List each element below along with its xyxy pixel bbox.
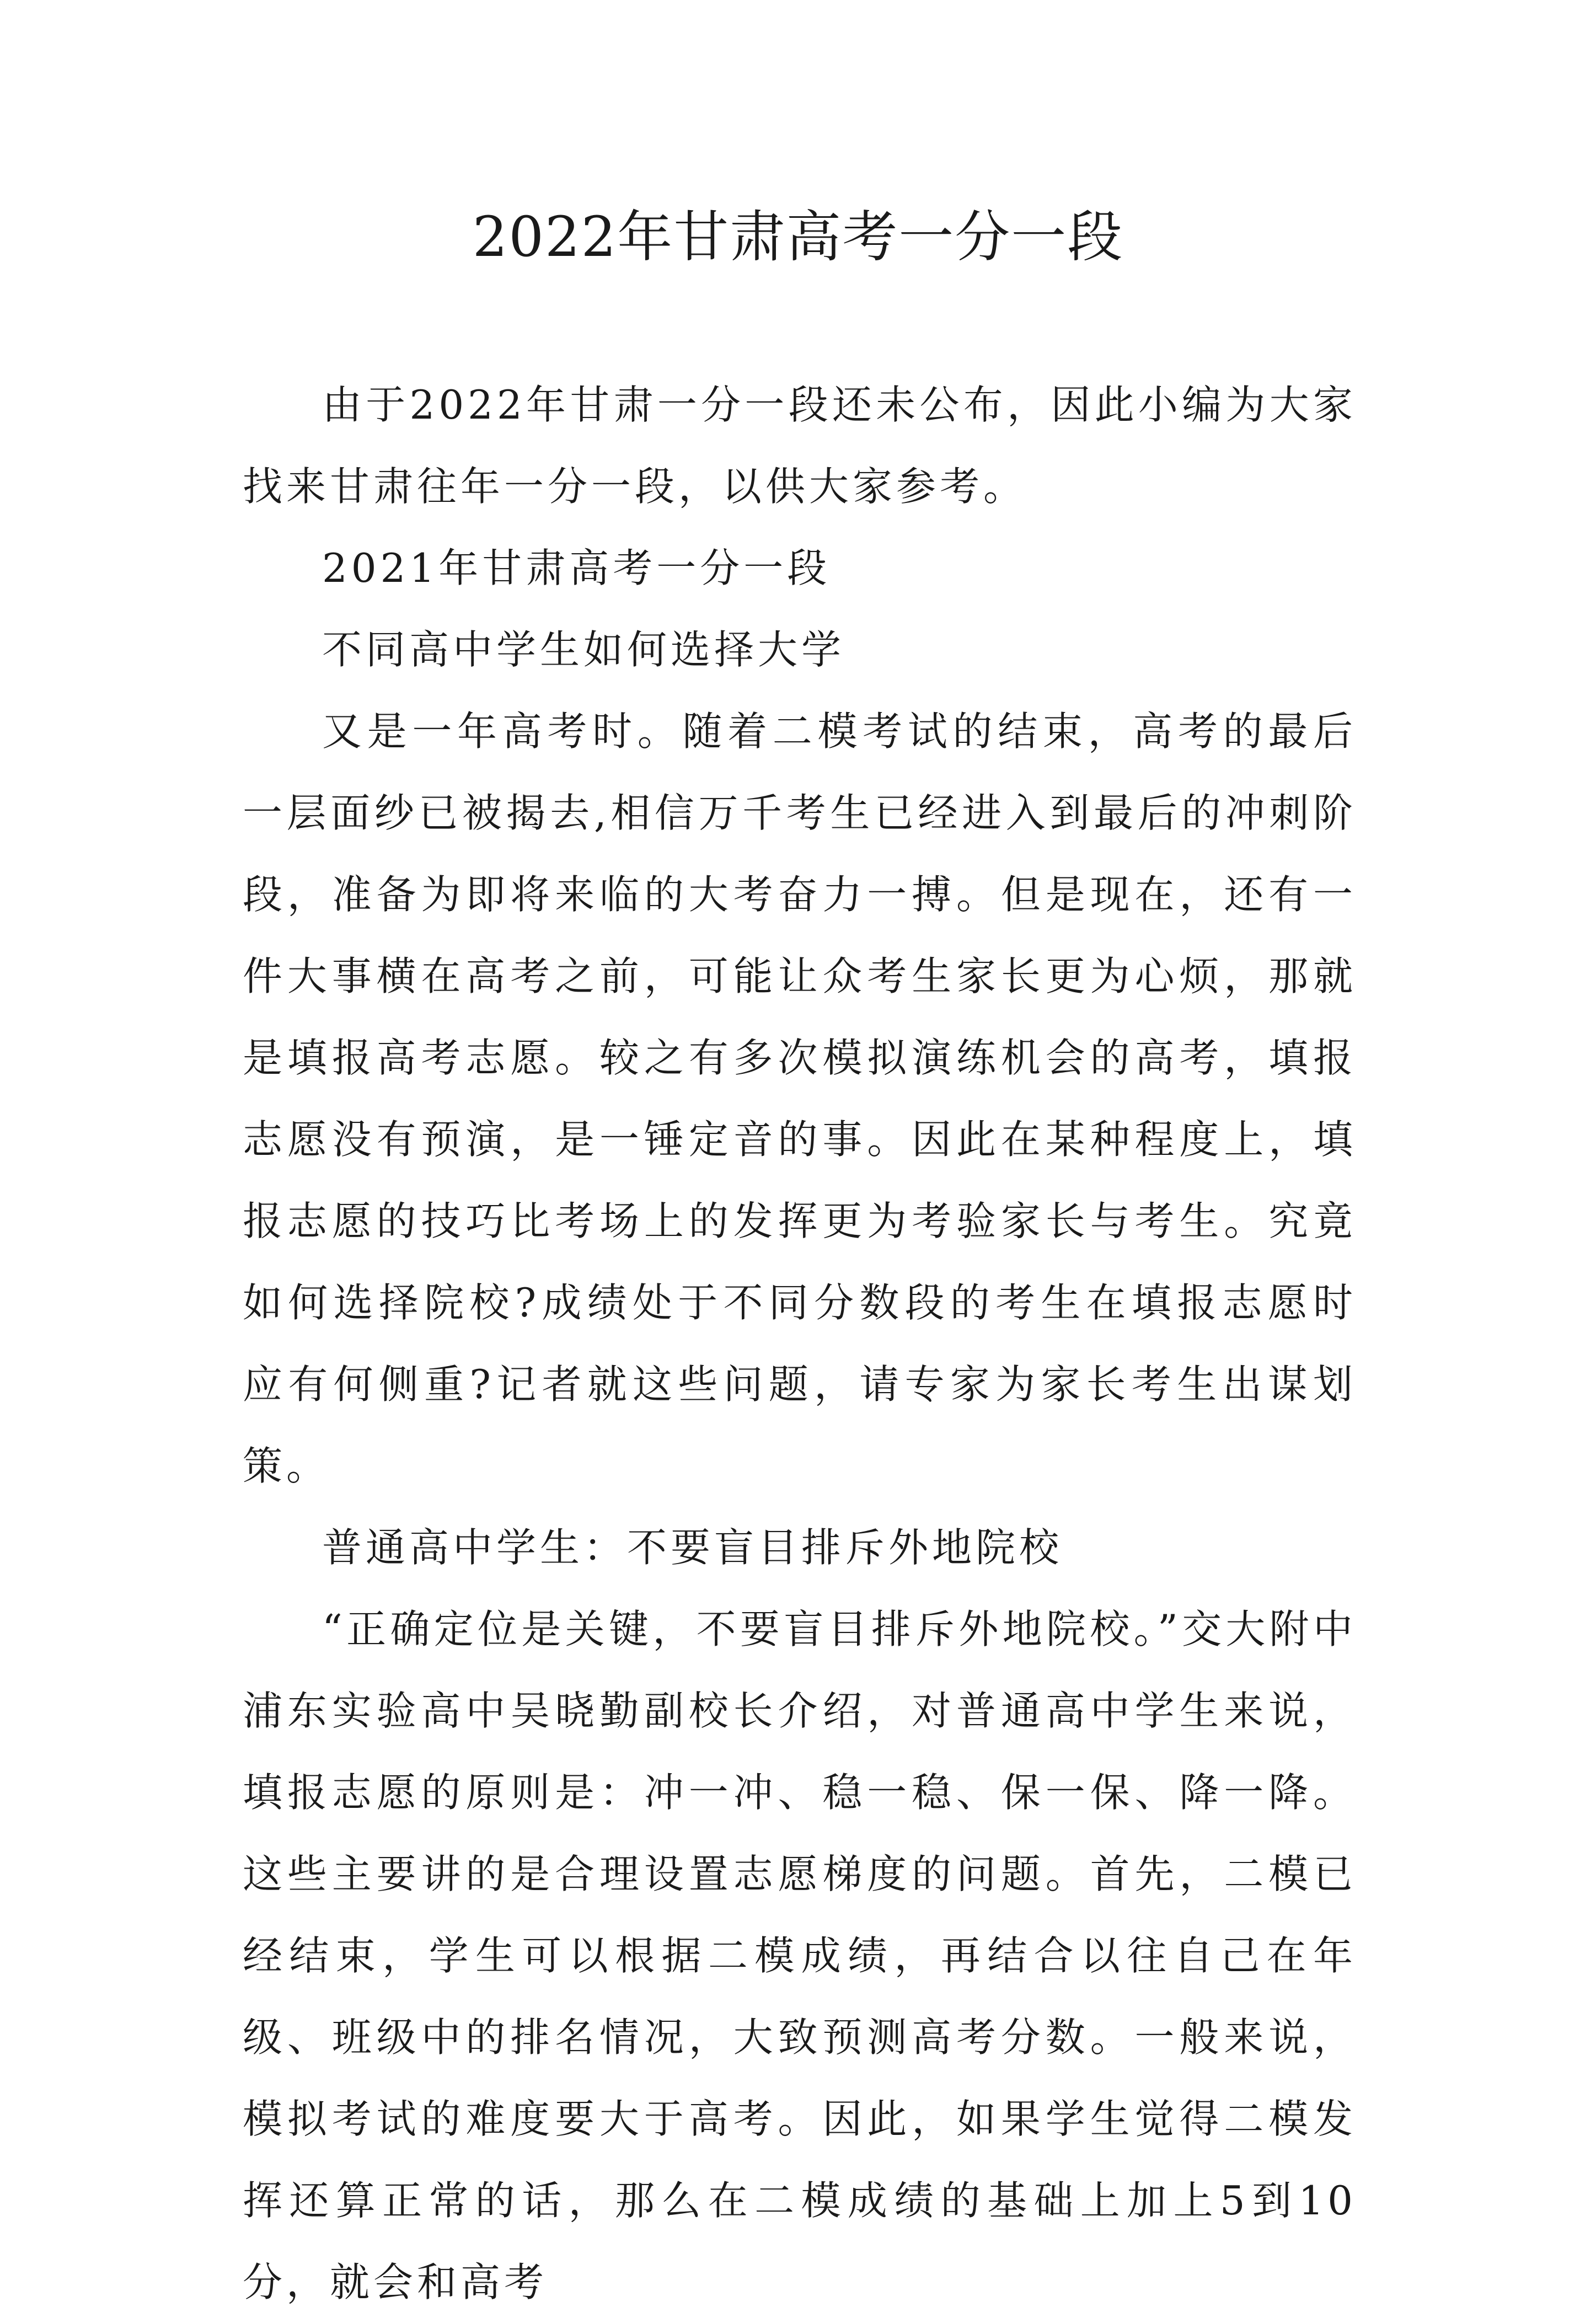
paragraph-subheading-choose-university: 不同高中学生如何选择大学 — [322, 627, 845, 673]
paragraph-exam-season: 又是一年高考时。随着二模考试的结束，高考的最后一层面纱已被揭去,相信万千考生已经进入到最后的冲刺阶段，准备为即将来临的大考奋力一搏。但是现在，还有一件大事横在高考之前，可能让众考生家长更为心烦，那就是填报高考志愿。较之有多次模拟演练机会的高考，填报志愿没有预演，是一锤定音的事。因此在某种程度上，填报志愿的技巧比考场上的发挥更为考验家长与考生。究竟如何选择院校?成绩处于不同分数段的考生在填报志愿时应有何侧重?记者就这些问题，请专家为家长考生出谋划策。 — [243, 708, 1357, 1489]
paragraph-subheading-ordinary-students: 普通高中学生：不要盲目排斥外地院校 — [322, 1524, 1063, 1571]
paragraph-intro: 由于2022年甘肃一分一段还未公布，因此小编为大家找来甘肃往年一分一段，以供大家参考。 — [243, 382, 1357, 510]
document-body — [243, 364, 1357, 2323]
paragraph-positioning: “正确定位是关键，不要盲目排斥外地院校。”交大附中浦东实验高中吴晓勤副校长介绍，对普通高中学生来说，填报志愿的原则是：冲一冲、稳一稳、保一保、降一降。这些主要讲的是合理设置志愿梯度的问题。首先，二模已经结束，学生可以根据二模成绩，再结合以往自己在年级、班级中的排名情况，大致预测高考分数。一般来说，模拟考试的难度要大于高考。因此，如果学生觉得二模发挥还算正常的话，那么在二模成绩的基础上加上5到10分，就会和高考 — [243, 1606, 1357, 2305]
document-title: 2022年甘肃高考一分一段 — [472, 205, 1124, 269]
paragraph-subheading-2021: 2021年甘肃高考一分一段 — [322, 545, 831, 591]
